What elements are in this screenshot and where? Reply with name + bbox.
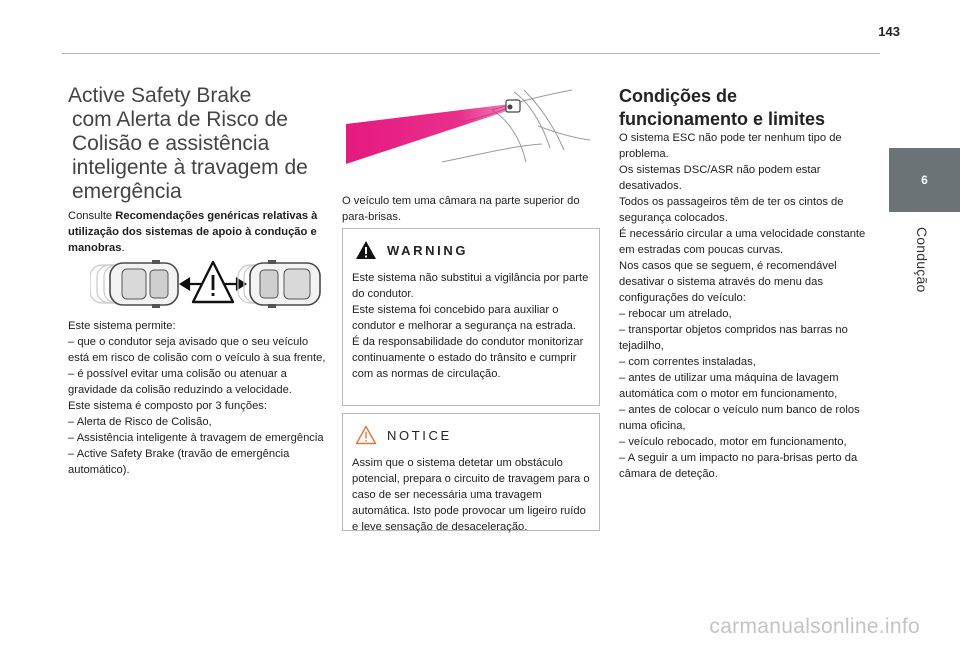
chapter-label-text: Condução: [914, 227, 930, 293]
top-divider: [62, 53, 880, 54]
list-item: – é possível evitar uma colisão ou atenuar a gravidade da colisão reduzindo a velocidade.: [68, 368, 292, 396]
front-car-icon: [250, 260, 320, 308]
section-title: [68, 84, 330, 204]
list-item: – Alerta de Risco de Colisão,: [68, 416, 212, 428]
camera-beam: [346, 104, 510, 164]
chapter-number: 6: [921, 173, 928, 187]
paragraph: Este sistema permite:: [68, 320, 176, 332]
list-item: – Active Safety Brake (travão de emergência automático).: [68, 448, 290, 476]
paragraph: Este sistema foi concebido para auxiliar o condutor e melhorar a segurança na estrada.: [352, 304, 576, 332]
conditions-title: [619, 85, 881, 131]
paragraph: Este sistema é composto por 3 funções:: [68, 400, 267, 412]
paragraph: Nos casos que se seguem, é recomendável desativar o sistema através do menu das configurações do veículo:: [619, 260, 837, 304]
paragraph: É necessário circular a uma velocidade constante em estradas com poucas curvas.: [619, 228, 866, 256]
warning-icon: [355, 240, 377, 260]
warning-box: [342, 228, 600, 406]
paragraph: O sistema ESC não pode ter nenhum tipo de problema.: [619, 132, 842, 160]
conditions-text: [619, 130, 881, 482]
consult-suffix: .: [121, 242, 125, 254]
consult-link-text[interactable]: Recomendações genéricas relativas à utilização dos sistemas de apoio à condução e manobras: [68, 210, 318, 254]
paragraph: Este sistema não substitui a vigilância por parte do condutor.: [352, 272, 589, 300]
warning-text: [352, 270, 591, 382]
list-item: – rebocar um atrelado,: [619, 308, 732, 320]
windshield-camera-illustration: [342, 88, 592, 168]
section-title-line: emergência: [72, 180, 182, 203]
section-title-line: Active Safety Brake: [68, 84, 252, 107]
camera-caption: O veículo tem uma câmara na parte superior do para-brisas.: [342, 195, 580, 223]
warning-triangle-icon: [193, 262, 233, 302]
camera-icon: [506, 100, 520, 112]
notice-header: [352, 424, 591, 446]
consult-reference: [68, 208, 330, 256]
list-item: – A seguir a um impacto no para-brisas perto da câmara de deteção.: [619, 452, 858, 480]
list-item: – antes de utilizar uma máquina de lavagem automática com o motor em funcionamento,: [619, 372, 839, 400]
paragraph: É da responsabilidade do condutor monitorizar continuamente o estado do trânsito e cumprir com as normas de circulação.: [352, 336, 584, 380]
conditions-title-line: funcionamento e limites: [619, 109, 826, 129]
consult-prefix: Consulte: [68, 210, 116, 222]
notice-text: [352, 455, 591, 535]
chapter-tab[interactable]: [889, 148, 960, 212]
section-title-line: Colisão e assistência: [72, 132, 270, 155]
notice-title: NOTICE: [387, 427, 452, 443]
notice-box: [342, 413, 600, 531]
paragraph: Os sistemas DSC/ASR não podem estar desativados.: [619, 164, 821, 192]
list-item: – Assistência inteligente à travagem de emergência: [68, 432, 324, 444]
rear-car-icon: [110, 260, 178, 308]
warning-title: WARNING: [387, 242, 469, 258]
watermark: carmanualsonline.info: [709, 615, 920, 638]
list-item: – transportar objetos compridos nas barras no tejadilho,: [619, 324, 848, 352]
list-item: – veículo rebocado, motor em funcionamento,: [619, 436, 847, 448]
paragraph: Assim que o sistema detetar um obstáculo potencial, prepara o circuito de travagem para o caso de ser necessária uma travagem automática. Isto pode provocar um ligeiro ruído e leve sensação de desaceleração.: [352, 457, 590, 533]
system-description: [68, 318, 330, 478]
paragraph: Todos os passageiros têm de ter os cintos de segurança colocados.: [619, 196, 844, 224]
page-number: 143: [878, 24, 900, 39]
list-item: – que o condutor seja avisado que o seu veículo está em risco de colisão com o veículo à sua frente,: [68, 336, 326, 364]
section-title-line: inteligente à travagem de: [72, 156, 308, 179]
chapter-label: [914, 210, 930, 310]
section-title-line: com Alerta de Risco de: [72, 108, 288, 131]
list-item: – antes de colocar o veículo num banco de rolos numa oficina,: [619, 404, 860, 432]
list-item: – com correntes instaladas,: [619, 356, 756, 368]
notice-icon: [355, 425, 377, 445]
collision-warning-illustration: [90, 258, 322, 310]
warning-header: [352, 239, 591, 261]
conditions-title-line: Condições de: [619, 86, 738, 106]
